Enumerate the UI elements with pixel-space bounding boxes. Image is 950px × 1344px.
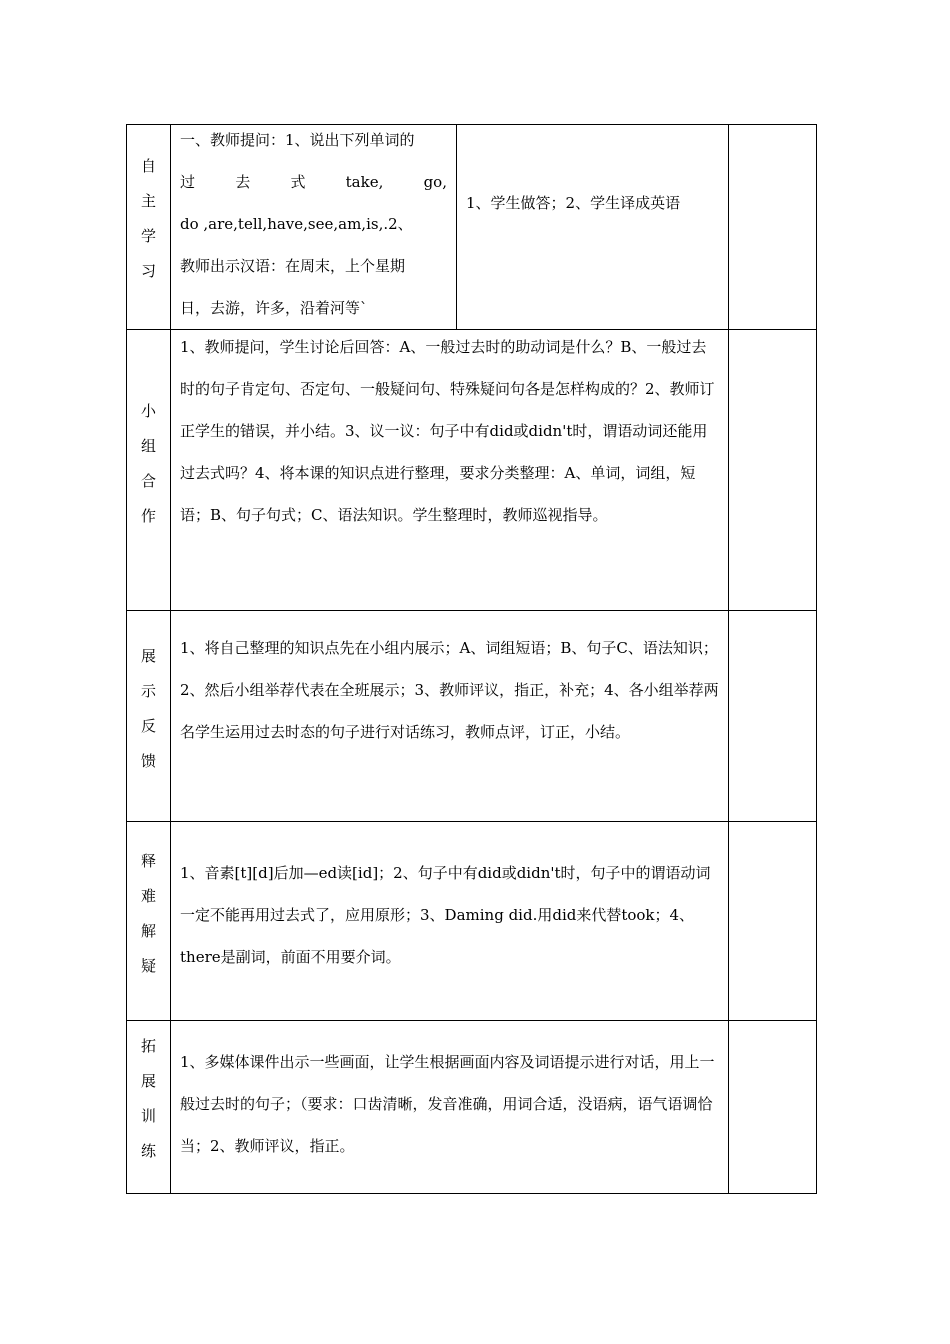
row-extension-training bbox=[127, 1021, 817, 1194]
notes-cell bbox=[729, 822, 817, 1021]
label-char: 反 bbox=[140, 717, 156, 735]
teacher-line: 教师出示汉语：在周末，上个星期 bbox=[180, 257, 406, 275]
content-cell bbox=[171, 611, 729, 822]
label-char: 展 bbox=[140, 647, 156, 665]
label-char: 训 bbox=[140, 1107, 156, 1125]
label-char: 难 bbox=[140, 887, 156, 905]
teacher-line: 一、教师提问：1、说出下列单词的 bbox=[180, 131, 415, 149]
student-activity-text: 1、学生做答；2、学生译成英语 bbox=[466, 194, 681, 212]
content-cell bbox=[171, 1021, 729, 1194]
teacher-line bbox=[180, 161, 447, 203]
label-char: 小 bbox=[140, 402, 156, 420]
label-char: 练 bbox=[140, 1142, 156, 1160]
label-char: 学 bbox=[140, 227, 156, 245]
notes-cell bbox=[729, 330, 817, 611]
content-text: 1、教师提问，学生讨论后回答：A、一般过去时的助动词是什么？B、一般过去时的句子肯定句、否定句、一般疑问句、特殊疑问句各是怎样构成的？2、教师订正学生的错误，并小结。3、议一议：句子中有did或didn't时，谓语动词还能用过去式吗？4、将本课的知识点进行整理，要求分类整理：A、单词，词组，短语；B、句子句式；C、语法知识。学生整理时，教师巡视指导。 bbox=[180, 338, 715, 524]
row-group-cooperation bbox=[127, 330, 817, 611]
label-char: 展 bbox=[140, 1072, 156, 1090]
content-text: 1、将自己整理的知识点先在小组内展示；A、词组短语；B、句子C、语法知识；2、然后小组举荐代表在全班展示；3、教师评议，指正，补充；4、各小组举荐两名学生运用过去时态的句子进行对话练习，教师点评，订正，小结。 bbox=[180, 639, 719, 741]
label-char: 作 bbox=[140, 507, 156, 525]
label-char: 组 bbox=[140, 437, 156, 455]
content-cell bbox=[171, 822, 729, 1021]
notes-cell bbox=[729, 611, 817, 822]
student-activity-cell bbox=[457, 125, 729, 330]
label-char: 习 bbox=[140, 262, 156, 280]
content-text: 1、多媒体课件出示一些画面，让学生根据画面内容及词语提示进行对话，用上一般过去时的句子；（要求：口齿清晰，发音准确，用词合适，没语病，语气语调恰当；2、教师评议，指正。 bbox=[180, 1053, 715, 1155]
label-char: 自 bbox=[140, 157, 156, 175]
row-display-feedback bbox=[127, 611, 817, 822]
row-label-cell bbox=[127, 1021, 171, 1194]
row-label-cell bbox=[127, 125, 171, 330]
teacher-line: do ,are,tell,have,see,am,is,.2、 bbox=[180, 215, 413, 233]
label-char: 疑 bbox=[140, 957, 156, 975]
label-char: 主 bbox=[140, 192, 156, 210]
notes-cell bbox=[729, 1021, 817, 1194]
label-char: 解 bbox=[140, 922, 156, 940]
teacher-line: 日，去游，许多，沿着河等` bbox=[180, 299, 368, 317]
teacher-activity-cell bbox=[171, 125, 457, 330]
label-char: 合 bbox=[140, 472, 156, 490]
row-label-cell bbox=[127, 822, 171, 1021]
content-text: 1、音素[t][d]后加—ed读[id]；2、句子中有did或didn't时，句子中的谓语动词一定不能再用过去式了，应用原形；3、Daming did.用did来代替took；4、there是副词，前面不用要介词。 bbox=[180, 864, 711, 966]
teacher-word: take, bbox=[345, 173, 384, 191]
teacher-word: go, bbox=[423, 173, 447, 191]
teacher-word: 式 bbox=[290, 173, 306, 191]
teacher-word: 过 bbox=[180, 173, 196, 191]
row-label-cell bbox=[127, 611, 171, 822]
row-self-study bbox=[127, 125, 817, 330]
lesson-plan-table bbox=[126, 124, 817, 1194]
label-char: 拓 bbox=[140, 1037, 156, 1055]
label-char: 示 bbox=[140, 682, 156, 700]
label-char: 馈 bbox=[140, 752, 156, 770]
row-difficulty-explanation bbox=[127, 822, 817, 1021]
content-cell bbox=[171, 330, 729, 611]
row-label-cell bbox=[127, 330, 171, 611]
teacher-word: 去 bbox=[235, 173, 251, 191]
notes-cell bbox=[729, 125, 817, 330]
label-char: 释 bbox=[140, 852, 156, 870]
